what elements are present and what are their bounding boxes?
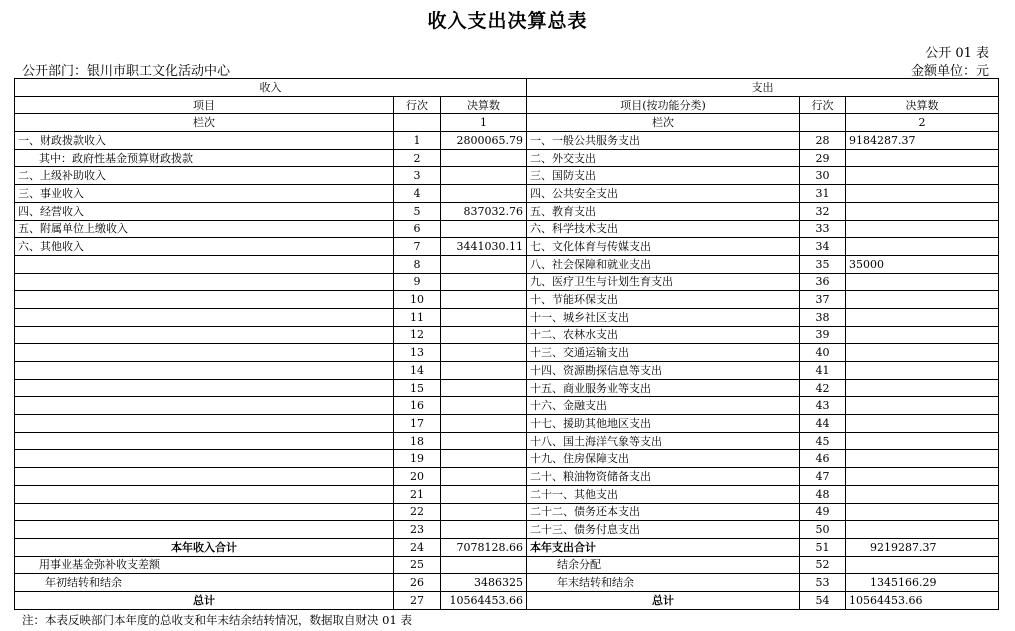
expense-item: 二十、粮油物资储备支出 — [527, 468, 800, 486]
expense-item: 八、社会保障和就业支出 — [527, 255, 800, 273]
income-amount — [441, 556, 527, 574]
table-row — [15, 485, 999, 503]
expense-row-no: 51 — [800, 538, 846, 556]
income-item — [15, 326, 394, 344]
summary-row — [15, 574, 999, 592]
income-amount — [441, 503, 527, 521]
expense-row-no: 53 — [800, 574, 846, 592]
income-row-no: 27 — [394, 591, 441, 609]
income-amount: 10564453.66 — [441, 591, 527, 609]
table-row — [15, 521, 999, 539]
table-row — [15, 238, 999, 256]
income-item — [15, 291, 394, 309]
expense-item: 十七、援助其他地区支出 — [527, 415, 800, 433]
expense-amount — [846, 485, 999, 503]
income-row-no: 9 — [394, 273, 441, 291]
income-row-no: 26 — [394, 574, 441, 592]
expense-amount — [846, 308, 999, 326]
expense-row-no: 42 — [800, 379, 846, 397]
income-summary-item: 本年收入合计 — [15, 538, 394, 556]
income-row-no: 7 — [394, 238, 441, 256]
income-item — [15, 255, 394, 273]
income-amount: 3441030.11 — [441, 238, 527, 256]
table-row — [15, 132, 999, 150]
income-summary-item: 总计 — [15, 591, 394, 609]
table-row — [15, 450, 999, 468]
expense-amount — [846, 450, 999, 468]
income-item — [15, 379, 394, 397]
income-amount — [441, 432, 527, 450]
income-row-no: 1 — [394, 132, 441, 150]
table-row — [15, 326, 999, 344]
column-header-row — [15, 96, 999, 114]
income-row-no: 20 — [394, 468, 441, 486]
income-amount — [441, 397, 527, 415]
summary-row — [15, 538, 999, 556]
expense-row-no: 49 — [800, 503, 846, 521]
expense-item: 六、科学技术支出 — [527, 220, 800, 238]
footnote: 注：本表反映部门本年度的总收支和年末结余结转情况，数据取自财决 01 表 — [22, 613, 412, 627]
expense-item: 九、医疗卫生与计划生育支出 — [527, 273, 800, 291]
table-row — [15, 255, 999, 273]
income-row-no: 12 — [394, 326, 441, 344]
income-item — [15, 415, 394, 433]
income-summary-item: 用事业基金弥补收支差额 — [15, 556, 394, 574]
amount-unit: 金额单位：元 — [910, 64, 989, 79]
expense-item: 十、节能环保支出 — [527, 291, 800, 309]
income-row-no: 10 — [394, 291, 441, 309]
income-item: 六、其他收入 — [15, 238, 394, 256]
expense-row-no: 46 — [800, 450, 846, 468]
expense-row-no: 40 — [800, 344, 846, 362]
income-item — [15, 432, 394, 450]
expense-row-no: 50 — [800, 521, 846, 539]
department-label: 公开部门：银川市职工文化活动中心 — [22, 64, 231, 79]
page-title: 收入支出决算总表 — [427, 10, 588, 32]
expense-item: 十六、金融支出 — [527, 397, 800, 415]
income-item — [15, 308, 394, 326]
income-row-no: 21 — [394, 485, 441, 503]
income-row-no: 3 — [394, 167, 441, 185]
expense-amount: 1345166.29 — [846, 574, 999, 592]
col-expense-row-no: 行次 — [800, 96, 846, 114]
expense-amount: 10564453.66 — [846, 591, 999, 609]
income-row-no: 5 — [394, 202, 441, 220]
section-header-row — [15, 79, 999, 97]
expense-amount — [846, 220, 999, 238]
expense-amount — [846, 238, 999, 256]
col-income-row-no: 行次 — [394, 96, 441, 114]
income-amount — [441, 291, 527, 309]
table-row — [15, 308, 999, 326]
expense-amount — [846, 291, 999, 309]
income-amount — [441, 344, 527, 362]
expense-amount — [846, 521, 999, 539]
expense-item: 十二、农林水支出 — [527, 326, 800, 344]
expense-amount — [846, 362, 999, 380]
expense-row-no: 33 — [800, 220, 846, 238]
expense-row-no: 44 — [800, 415, 846, 433]
income-summary-item: 年初结转和结余 — [15, 574, 394, 592]
income-item: 三、事业收入 — [15, 185, 394, 203]
table-row — [15, 291, 999, 309]
income-amount — [441, 521, 527, 539]
col-expense-amount: 决算数 — [846, 96, 999, 114]
table-row — [15, 202, 999, 220]
summary-table — [14, 78, 999, 610]
table-row — [15, 220, 999, 238]
income-row-no: 16 — [394, 397, 441, 415]
expense-summary-item: 年末结转和结余 — [527, 574, 800, 592]
income-row-no: 24 — [394, 538, 441, 556]
income-amount — [441, 415, 527, 433]
expense-row-no: 31 — [800, 185, 846, 203]
income-row-no: 14 — [394, 362, 441, 380]
income-col-index: 1 — [441, 114, 527, 132]
expense-summary-item: 本年支出合计 — [527, 538, 800, 556]
table-row — [15, 468, 999, 486]
income-row-no: 25 — [394, 556, 441, 574]
expense-row-no: 35 — [800, 255, 846, 273]
income-row-no: 2 — [394, 149, 441, 167]
expense-item: 七、文化体育与传媒支出 — [527, 238, 800, 256]
income-item: 二、上级补助收入 — [15, 167, 394, 185]
expense-amount — [846, 432, 999, 450]
expense-amount — [846, 468, 999, 486]
income-amount — [441, 220, 527, 238]
expense-amount — [846, 379, 999, 397]
expense-amount — [846, 326, 999, 344]
table-row — [15, 415, 999, 433]
table-row — [15, 185, 999, 203]
expense-row-no: 37 — [800, 291, 846, 309]
expense-amount — [846, 167, 999, 185]
income-amount — [441, 149, 527, 167]
form-number: 公开 01 表 — [925, 46, 989, 61]
expense-row-no: 39 — [800, 326, 846, 344]
table-row — [15, 397, 999, 415]
expense-item: 十九、住房保障支出 — [527, 450, 800, 468]
expense-amount — [846, 185, 999, 203]
expense-item: 四、公共安全支出 — [527, 185, 800, 203]
table-row — [15, 379, 999, 397]
expense-summary-item: 结余分配 — [527, 556, 800, 574]
expense-row-no: 47 — [800, 468, 846, 486]
income-item: 其中：政府性基金预算财政拨款 — [15, 149, 394, 167]
empty-cell — [800, 114, 846, 132]
expense-item: 一、一般公共服务支出 — [527, 132, 800, 150]
expense-row-no: 34 — [800, 238, 846, 256]
expense-summary-item: 总计 — [527, 591, 800, 609]
expense-item: 十三、交通运输支出 — [527, 344, 800, 362]
expense-item: 二十三、债务付息支出 — [527, 521, 800, 539]
col-income-amount: 决算数 — [441, 96, 527, 114]
empty-cell — [394, 114, 441, 132]
expense-row-no: 48 — [800, 485, 846, 503]
expense-row-no: 54 — [800, 591, 846, 609]
expense-amount: 35000 — [846, 255, 999, 273]
income-row-no: 22 — [394, 503, 441, 521]
income-amount: 2800065.79 — [441, 132, 527, 150]
income-amount — [441, 167, 527, 185]
col-income-item: 项目 — [15, 96, 394, 114]
table-row — [15, 432, 999, 450]
income-item — [15, 468, 394, 486]
income-amount — [441, 379, 527, 397]
income-item: 一、财政拨款收入 — [15, 132, 394, 150]
income-item — [15, 397, 394, 415]
expense-amount — [846, 503, 999, 521]
income-item — [15, 521, 394, 539]
income-amount — [441, 273, 527, 291]
income-row-no: 17 — [394, 415, 441, 433]
income-row-no: 23 — [394, 521, 441, 539]
table-row — [15, 503, 999, 521]
expense-amount — [846, 415, 999, 433]
income-amount — [441, 485, 527, 503]
expense-row-no: 30 — [800, 167, 846, 185]
income-item: 五、附属单位上缴收入 — [15, 220, 394, 238]
expense-amount — [846, 149, 999, 167]
expense-section-label: 支出 — [527, 79, 999, 97]
expense-row-no: 32 — [800, 202, 846, 220]
income-item — [15, 503, 394, 521]
income-row-no: 8 — [394, 255, 441, 273]
table-row — [15, 344, 999, 362]
col-expense-item: 项目(按功能分类) — [527, 96, 800, 114]
expense-item: 二十二、债务还本支出 — [527, 503, 800, 521]
expense-row-no: 45 — [800, 432, 846, 450]
expense-col-index: 2 — [846, 114, 999, 132]
income-item: 四、经营收入 — [15, 202, 394, 220]
income-row-no: 4 — [394, 185, 441, 203]
income-amount: 3486325 — [441, 574, 527, 592]
expense-row-no: 38 — [800, 308, 846, 326]
expense-item: 三、国防支出 — [527, 167, 800, 185]
income-amount — [441, 362, 527, 380]
summary-row — [15, 591, 999, 609]
income-row-no: 19 — [394, 450, 441, 468]
expense-amount — [846, 273, 999, 291]
income-amount — [441, 255, 527, 273]
expense-amount: 9219287.37 — [846, 538, 999, 556]
income-section-label: 收入 — [15, 79, 527, 97]
expense-item: 十八、国土海洋气象等支出 — [527, 432, 800, 450]
income-item — [15, 344, 394, 362]
income-col-label: 栏次 — [15, 114, 394, 132]
income-row-no: 6 — [394, 220, 441, 238]
table-row — [15, 167, 999, 185]
income-amount: 7078128.66 — [441, 538, 527, 556]
expense-item: 十五、商业服务业等支出 — [527, 379, 800, 397]
income-amount: 837032.76 — [441, 202, 527, 220]
expense-row-no: 29 — [800, 149, 846, 167]
expense-item: 五、教育支出 — [527, 202, 800, 220]
expense-amount — [846, 556, 999, 574]
expense-item: 二十一、其他支出 — [527, 485, 800, 503]
expense-row-no: 41 — [800, 362, 846, 380]
column-index-row — [15, 114, 999, 132]
income-row-no: 13 — [394, 344, 441, 362]
expense-col-label: 栏次 — [527, 114, 800, 132]
expense-amount — [846, 344, 999, 362]
summary-row — [15, 556, 999, 574]
expense-row-no: 43 — [800, 397, 846, 415]
income-amount — [441, 326, 527, 344]
income-row-no: 15 — [394, 379, 441, 397]
income-row-no: 11 — [394, 308, 441, 326]
income-amount — [441, 308, 527, 326]
expense-item: 十四、资源勘探信息等支出 — [527, 362, 800, 380]
income-item — [15, 485, 394, 503]
table-row — [15, 149, 999, 167]
expense-item: 二、外交支出 — [527, 149, 800, 167]
income-item — [15, 450, 394, 468]
income-item — [15, 362, 394, 380]
expense-row-no: 52 — [800, 556, 846, 574]
income-amount — [441, 450, 527, 468]
expense-amount: 9184287.37 — [846, 132, 999, 150]
income-row-no: 18 — [394, 432, 441, 450]
expense-amount — [846, 397, 999, 415]
expense-row-no: 36 — [800, 273, 846, 291]
income-amount — [441, 468, 527, 486]
income-item — [15, 273, 394, 291]
expense-item: 十一、城乡社区支出 — [527, 308, 800, 326]
table-row — [15, 362, 999, 380]
expense-row-no: 28 — [800, 132, 846, 150]
expense-amount — [846, 202, 999, 220]
table-row — [15, 273, 999, 291]
income-amount — [441, 185, 527, 203]
